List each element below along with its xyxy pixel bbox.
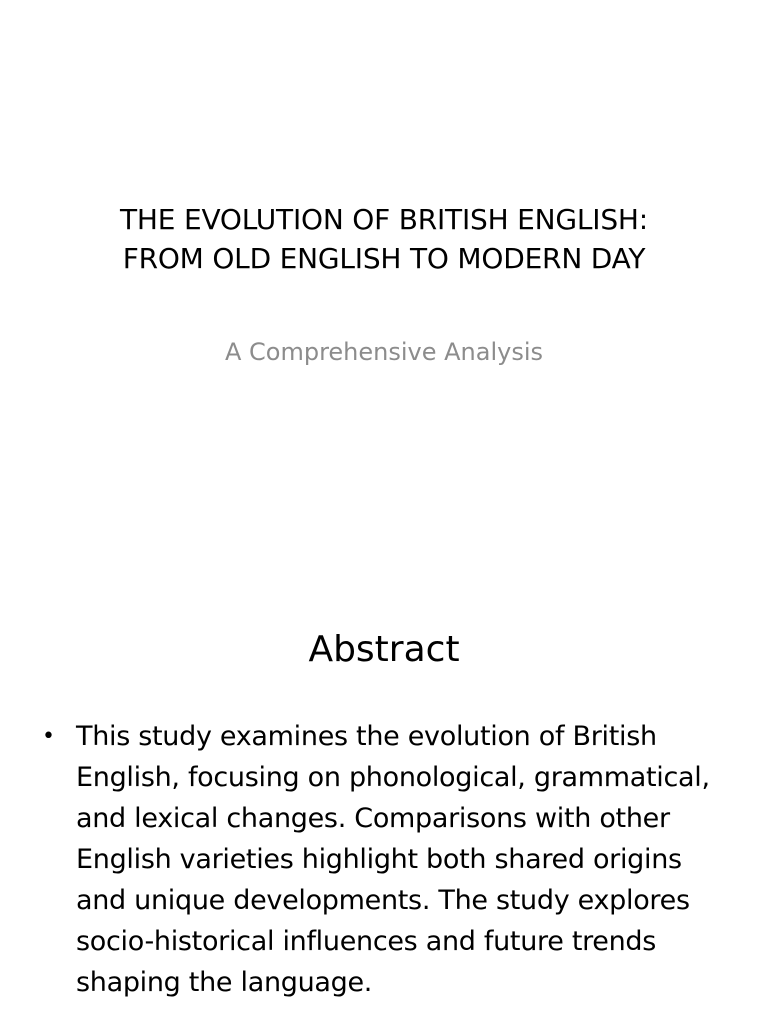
- bullet-icon: •: [42, 724, 55, 749]
- abstract-bullet-list: [40, 716, 730, 1003]
- abstract-slide: [0, 576, 768, 1024]
- bullet-text: This study examines the evolution of British English, focusing on phonological, grammatical, and lexical changes. Comparisons with other English varieties highlight both shared origins and unique developments. The study explores socio-historical influences and future trends shaping the language.: [76, 721, 710, 998]
- list-item: [40, 716, 730, 1003]
- slide-subtitle: A Comprehensive Analysis: [224, 338, 544, 366]
- abstract-heading: Abstract: [308, 629, 460, 670]
- slide-title-line-2: FROM OLD ENGLISH TO MODERN DAY: [122, 242, 646, 275]
- slide-title-line-1: THE EVOLUTION OF BRITISH ENGLISH:: [120, 203, 648, 236]
- slide-title: [40, 200, 728, 278]
